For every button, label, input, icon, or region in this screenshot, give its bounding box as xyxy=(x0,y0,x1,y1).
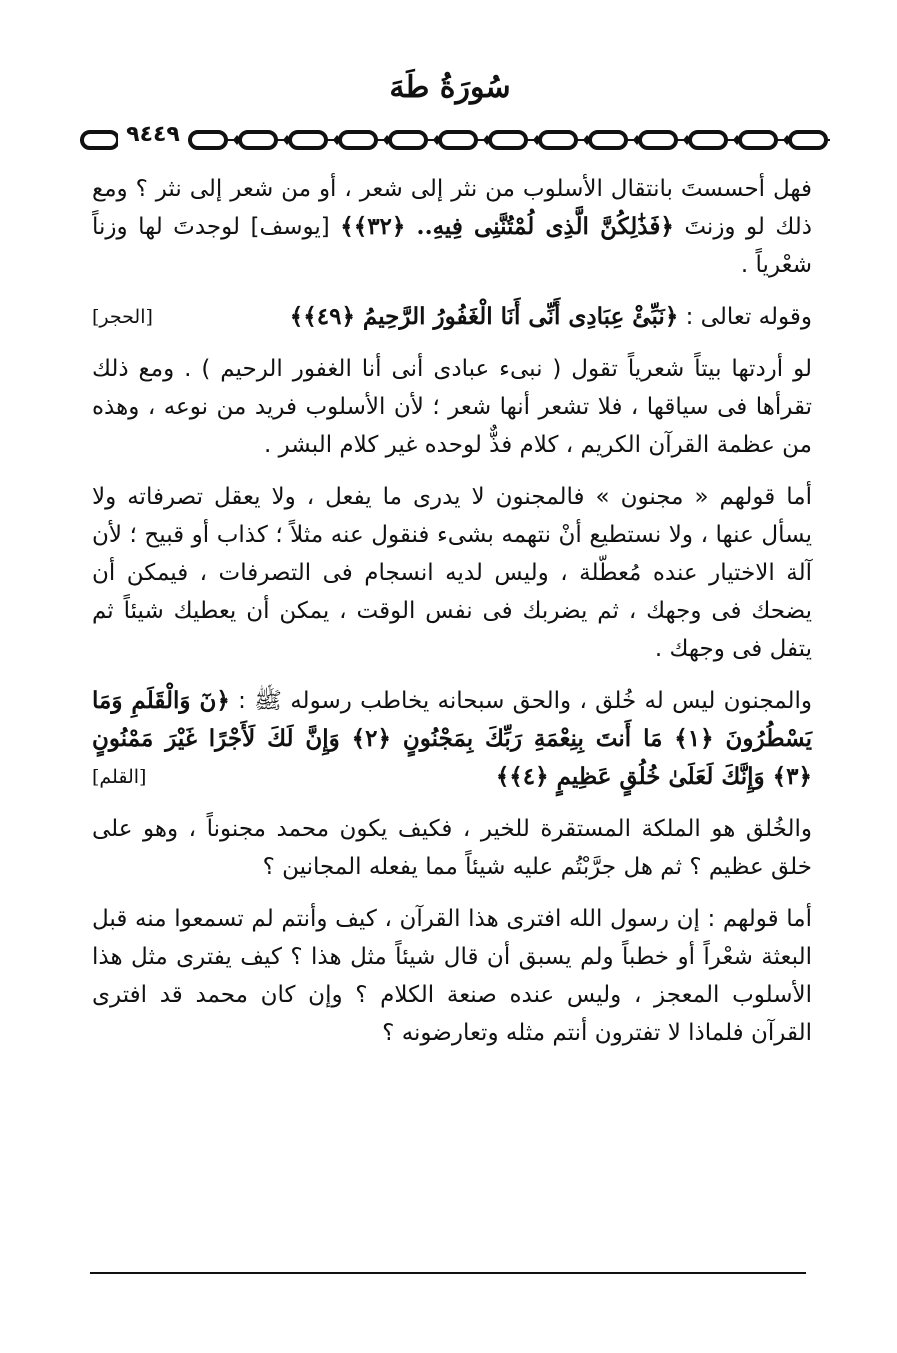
paragraph-5 xyxy=(92,682,812,796)
surah-title: سُورَةُ طَهَ xyxy=(389,70,511,105)
paragraph-text: أما قولهم : إن رسول الله افترى هذا القرآن ، كيف وأنتم لم تسمعوا منه قبل البعثة شعْراً أو خطباً ولم يسبق أن قال شيئاً مثل هذا ؟ كيف يفترى مثل هذا الأسلوب المعجز ، وليس عنده صنعة الكلام ؟ وإن كان محمد قد افترى القرآن فلماذا لا تفترون أنتم مثله وتعارضونه ؟ xyxy=(92,906,812,1046)
paragraph-3 xyxy=(92,350,812,464)
paragraph-2 xyxy=(92,298,812,336)
paragraph-7 xyxy=(92,900,812,1052)
paragraph-text: وقوله تعالى : xyxy=(685,304,812,330)
surah-reference: [الحجر] xyxy=(92,306,153,328)
footer-rule xyxy=(90,1272,806,1274)
paragraph-1 xyxy=(92,170,812,284)
paragraph-6 xyxy=(92,810,812,886)
paragraph-text: أما قولهم « مجنون » فالمجنون لا يدرى ما يفعل ، ولا يعقل تصرفاته ولا يسأل عنها ، ولا نستطيع أنْ نتهمه بشىء فنقول عنه مثلاً ؛ كذاب أو قبيح ؛ لأن آلة الاختيار عنده مُعطّلة ، وليس لديه انسجام فى التصرفات ، فيمكن أن يضحك فى وجهك ، ثم يضربك فى نفس الوقت ، يمكن أن يعطيك شيئاً ثم يتفل فى وجهك . xyxy=(92,484,812,662)
paragraph-4 xyxy=(92,478,812,668)
paragraph-text: لو أردتها بيتاً شعرياً تقول ( نبىء عبادى أنى أنا الغفور الرحيم ) . ومع ذلك تقرأها فى سياقها ، فلا تشعر أنها شعر ؛ لأن الأسلوب فريد من نوعه ، وهذه من عظمة القرآن الكريم ، كلام فذٌّ لوحده غير كلام البشر . xyxy=(92,356,812,458)
quran-verse: ﴿نٓ وَالْقَلَمِ وَمَا يَسْطُرُونَ ﴿١﴾ مَا أَنتَ بِنِعْمَةِ رَبِّكَ بِمَجْنُونٍ ﴿٢﴾ وَإِنَّ لَكَ لَأَجْرًا غَيْرَ مَمْنُونٍ ﴿٣﴾ وَإِنَّكَ لَعَلَىٰ خُلُقٍ عَظِيمٍ ﴿٤﴾﴾ xyxy=(92,687,812,790)
paragraph-text: والخُلق هو الملكة المستقرة للخير ، فكيف يكون محمد مجنوناً ، وهو على خلق عظيم ؟ ثم هل جرَّبْتُم عليه شيئاً مما يفعله المجانين ؟ xyxy=(92,816,812,880)
page-number: ٩٤٤٩ xyxy=(118,122,188,147)
paragraph-text: فهل أحسستَ بانتقال الأسلوب من نثر إلى شعر ، أو من شعر إلى نثر ؟ ومع ذلك لو وزنتَ xyxy=(92,176,812,240)
quran-verse: ﴿نَبِّئْ عِبَادِى أَنِّى أَنَا الْغَفُورُ الرَّحِيمُ ﴿٤٩﴾﴾ xyxy=(289,303,679,330)
paragraph-tail: [يوسف] لوجدتَ لها وزناً شعْرياً . xyxy=(92,214,812,278)
quran-verse: ﴿فَذَٰلِكُنَّ الَّذِى لُمْتُنَّنِى فِيهِ.. ﴿٣٢﴾﴾ xyxy=(340,213,674,240)
page-body xyxy=(92,170,812,1066)
ornamental-header-rule xyxy=(80,120,830,160)
surah-reference: [القلم] xyxy=(92,766,147,788)
paragraph-text: والمجنون ليس له خُلق ، والحق سبحانه يخاطب رسوله ﷺ : xyxy=(238,688,812,714)
